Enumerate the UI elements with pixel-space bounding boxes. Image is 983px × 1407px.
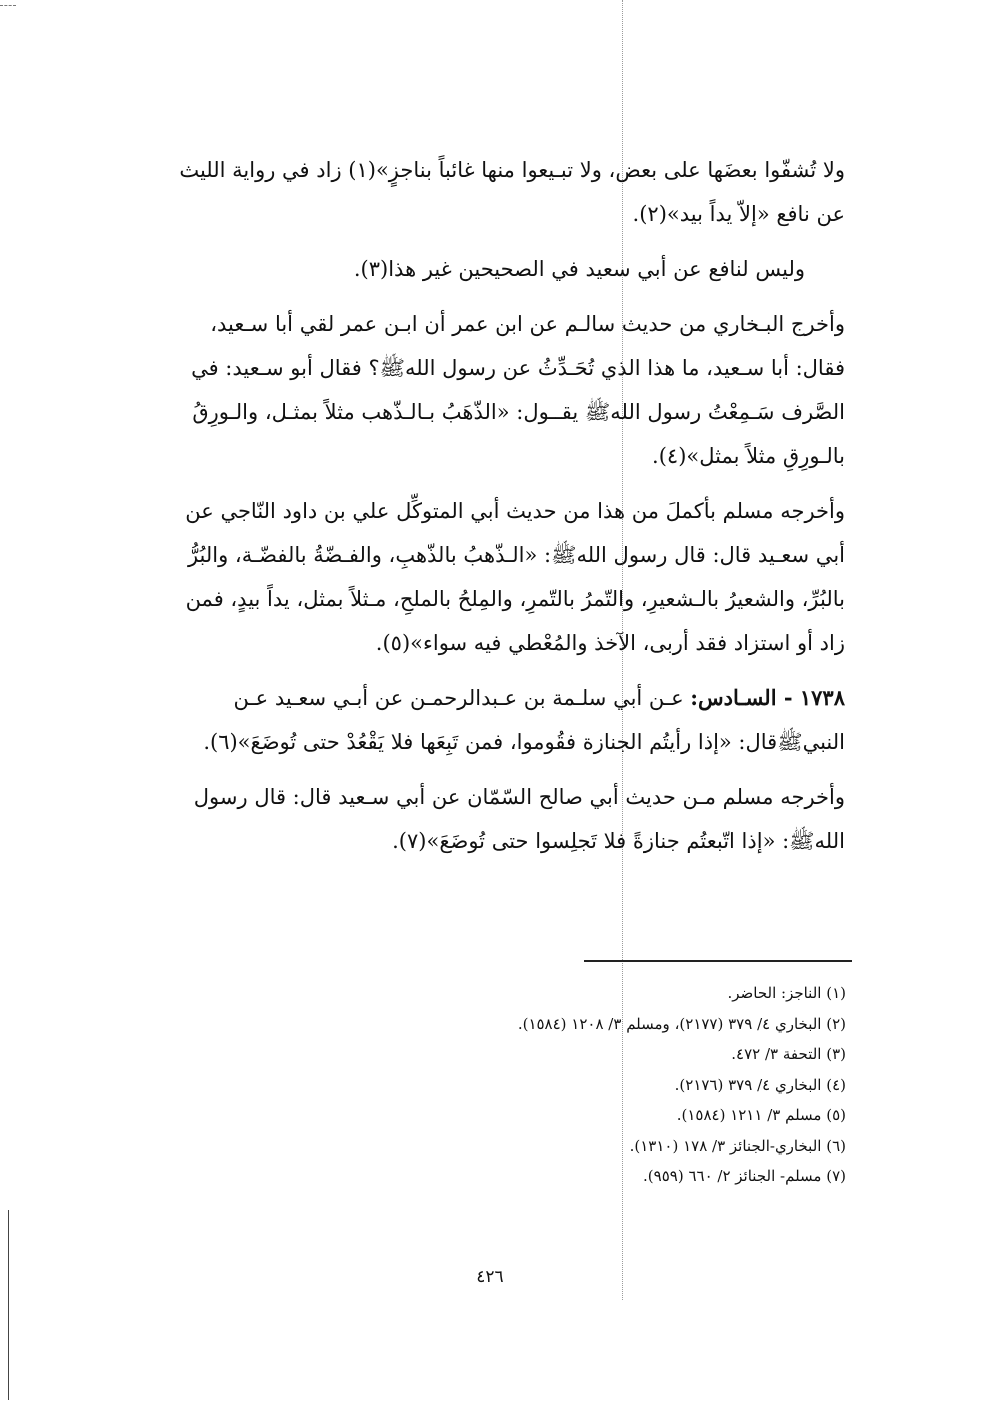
text-line: بالبُرِّ، والشعيرُ بالـشعيرِ، والتّمرُ بالتّمرِ، والمِلحُ بالملحِ، مـثلاً بمثل، يداً بيدٍ، فمن (185, 587, 845, 611)
paragraph-4 (110, 489, 845, 665)
paragraph-1 (110, 148, 845, 236)
footnotes (300, 978, 846, 1192)
text-line: وأخرجه مسلم بأكملَ من هذا من حديث أبي المتوكِّل علي بن داود النّاجي عن (185, 499, 845, 523)
scan-edge-line (8, 1210, 9, 1400)
text-line: الصَّرف سَـمِعْتُ رسول اللهﷺ يقــول: «الذّهَبُ بـالـذّهب مثلاً بمثـل، والـورِقُ (192, 400, 845, 424)
text-line: وأخرج البـخاري من حديث سالـم عن ابن عمر أن ابـن عمر لقي أبا سـعيد، (210, 312, 845, 336)
text-line: بالـورِقِ مثلاً بمثل»(٤). (652, 444, 845, 468)
paragraph-3 (110, 302, 845, 478)
hadith-number: ١٧٣٨ - السـادس: (690, 685, 845, 710)
paragraph-2 (110, 247, 845, 291)
text-line: أبي سعـيد قال: قال رسول اللهﷺ: «الـذّهبُ بالذّهبِ، والفـضّةُ بالفضّـة، والبُرُّ (187, 543, 845, 567)
footnote-separator (584, 960, 852, 962)
footnote-7: (٧) مسلم- الجنائز ٢/ ٦٦٠ (٩٥٩). (643, 1167, 846, 1185)
footnote-4: (٤) البخاري ٤/ ٣٧٩ (٢١٧٦). (674, 1075, 846, 1094)
footnote-5: (٥) مسلم ٣/ ١٢١١ (١٥٨٤). (676, 1106, 846, 1124)
footnote-2: (٢) البخاري ٤/ ٣٧٩ (٢١٧٧)، ومسلم ٣/ ١٢٠٨ (١٥٨٤). (517, 1014, 846, 1033)
paragraph-5 (110, 676, 845, 764)
footnote-1: (١) الناجز: الحاضر. (727, 984, 846, 1002)
paragraph-6 (110, 775, 845, 863)
text-line: عـن أبي سلـمة بن عـبدالرحمـن عن أبـي سعـيد عـن (233, 686, 691, 710)
page-number: ٤٢٦ (476, 1267, 504, 1287)
text-line: ولا تُشفّوا بعضَها على بعض، ولا تبـيعوا منها غائباً بناجزٍ»(١) زاد في رواية الليث (179, 158, 845, 182)
footnote-6: (٦) البخاري-الجنائز ٣/ ١٧٨ (١٣١٠). (629, 1136, 846, 1155)
main-text-body (110, 148, 845, 874)
text-line: وأخرجه مسلم مـن حديث أبي صالح السّمّان عن أبي سـعيد قال: قال رسول (193, 785, 845, 809)
scan-corner-mark (0, 5, 16, 6)
text-line: وليس لنافع عن أبي سعيد في الصحيحين غير هذا(٣). (353, 257, 805, 281)
text-line: عن نافع «إلاّ يداً بيد»(٢). (632, 202, 845, 226)
text-line: زاد أو استزاد فقد أربى، الآخذ والمُعْطي فيه سواء»(٥). (375, 631, 845, 655)
footnote-3: (٣) التحفة ٣/ ٤٧٢. (731, 1045, 846, 1063)
text-line: فقال: أبا سـعيد، ما هذا الذي تُحَـدِّثُ عن رسول اللهﷺ؟ فقال أبو سـعيد: في (191, 356, 845, 380)
text-line: النبيﷺقال: «إذا رأيتُم الجنازة فقُوموا، فمن تَبِعَها فلا يَقْعُدْ حتى تُوضَعَ»(٦). (203, 730, 845, 754)
text-line: اللهﷺ: «إذا اتّبعتُم جنازةً فلا تَجلِسوا حتى تُوضَعَ»(٧). (392, 829, 845, 853)
